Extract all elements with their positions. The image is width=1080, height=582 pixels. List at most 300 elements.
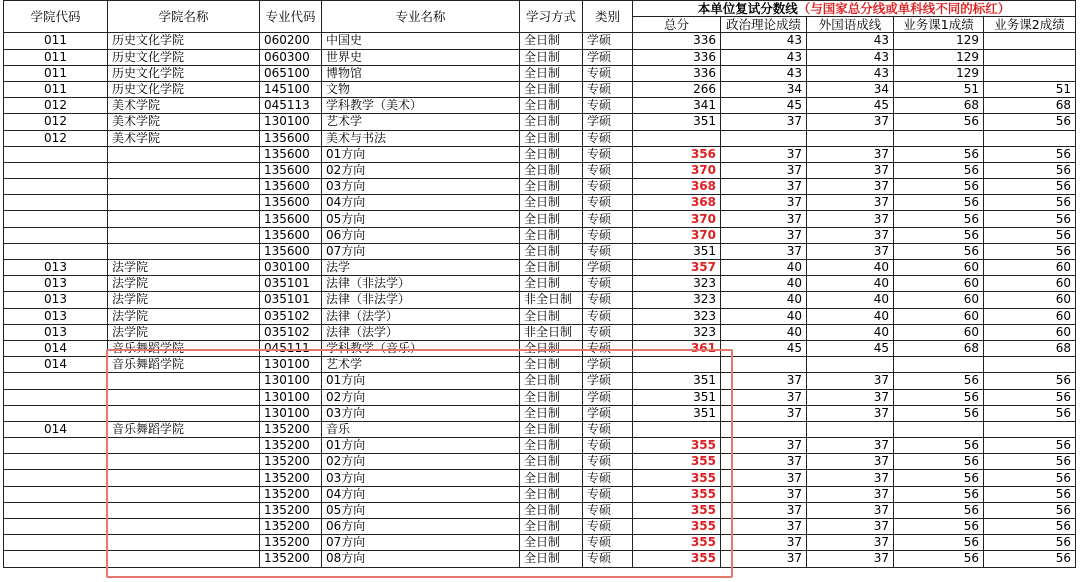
cell-total: 323: [633, 324, 721, 340]
cell-college-name: 法学院: [108, 260, 260, 276]
cell-major-name: 博物馆: [322, 65, 520, 81]
cell-major-code: 135200: [260, 470, 322, 486]
cell-foreign-lang: 37: [807, 502, 894, 518]
score-line-title: [633, 1, 1076, 17]
cell-major-name: 02方向: [322, 389, 520, 405]
cell-category: 专硕: [583, 551, 633, 567]
cell-foreign-lang: 37: [807, 195, 894, 211]
cell-college-name: 历史文化学院: [108, 65, 260, 81]
cell-major-code: 065100: [260, 65, 322, 81]
cell-category: 专硕: [583, 98, 633, 114]
cell-foreign-lang: 34: [807, 81, 894, 97]
cell-foreign-lang: 37: [807, 486, 894, 502]
cell-major-name: 07方向: [322, 535, 520, 551]
cell-major-code: 135200: [260, 535, 322, 551]
table-row: [4, 292, 1076, 308]
cell-category: 专硕: [583, 438, 633, 454]
cell-politics: 45: [721, 340, 807, 356]
cell-course1: 56: [894, 486, 984, 502]
cell-major-code: 130100: [260, 389, 322, 405]
cell-course2: 51: [984, 81, 1076, 97]
cell-total: 356: [633, 146, 721, 162]
cell-major-name: 04方向: [322, 195, 520, 211]
cell-category: 学硕: [583, 114, 633, 130]
cell-college-name: [108, 486, 260, 502]
cell-course1: 56: [894, 535, 984, 551]
table-row: [4, 486, 1076, 502]
cell-category: 专硕: [583, 211, 633, 227]
cell-course1: 56: [894, 146, 984, 162]
cell-politics: 37: [721, 519, 807, 535]
table-row: [4, 438, 1076, 454]
cell-foreign-lang: 37: [807, 438, 894, 454]
cell-foreign-lang: 37: [807, 243, 894, 259]
cell-politics: 40: [721, 292, 807, 308]
cell-total: 351: [633, 389, 721, 405]
cell-course2: 60: [984, 292, 1076, 308]
cell-total: 370: [633, 162, 721, 178]
cell-course1: 60: [894, 324, 984, 340]
cell-foreign-lang: 37: [807, 162, 894, 178]
cell-study-mode: 非全日制: [520, 324, 583, 340]
cell-politics: 43: [721, 65, 807, 81]
cell-course1: 56: [894, 211, 984, 227]
col-total: 总分: [633, 17, 721, 33]
cell-study-mode: 全日制: [520, 243, 583, 259]
cell-major-name: 05方向: [322, 502, 520, 518]
cell-total: 355: [633, 551, 721, 567]
cell-total: 336: [633, 49, 721, 65]
cell-politics: 37: [721, 373, 807, 389]
cell-college-name: 历史文化学院: [108, 33, 260, 49]
cell-category: 专硕: [583, 308, 633, 324]
cell-major-name: 04方向: [322, 486, 520, 502]
cell-major-name: 05方向: [322, 211, 520, 227]
cell-politics: 37: [721, 195, 807, 211]
cell-college-code: 014: [4, 357, 108, 373]
cell-college-code: [4, 502, 108, 518]
cell-college-code: [4, 454, 108, 470]
cell-course1: 56: [894, 454, 984, 470]
col-major-code: 专业代码: [260, 1, 322, 33]
cell-politics: 34: [721, 81, 807, 97]
cell-foreign-lang: 37: [807, 454, 894, 470]
cell-college-code: [4, 227, 108, 243]
cell-foreign-lang: 45: [807, 98, 894, 114]
cell-major-code: 135200: [260, 551, 322, 567]
cell-course1: 56: [894, 243, 984, 259]
cell-total: 351: [633, 405, 721, 421]
cell-total: [633, 421, 721, 437]
cell-foreign-lang: 37: [807, 470, 894, 486]
col-study-mode: 学习方式: [520, 1, 583, 33]
table-row: [4, 81, 1076, 97]
cell-category: 专硕: [583, 502, 633, 518]
table-row: [4, 33, 1076, 49]
col-category: 类别: [583, 1, 633, 33]
cell-study-mode: 全日制: [520, 551, 583, 567]
cell-major-name: 02方向: [322, 454, 520, 470]
cell-college-code: [4, 211, 108, 227]
cell-category: 学硕: [583, 33, 633, 49]
header-row-1: [4, 1, 1076, 17]
cell-politics: [721, 130, 807, 146]
cell-college-code: 014: [4, 421, 108, 437]
cell-politics: 37: [721, 146, 807, 162]
cell-course1: 56: [894, 389, 984, 405]
cell-category: 学硕: [583, 357, 633, 373]
cell-foreign-lang: 43: [807, 65, 894, 81]
cell-college-name: [108, 551, 260, 567]
cell-college-name: 法学院: [108, 308, 260, 324]
cell-total: 323: [633, 276, 721, 292]
cell-course2: 56: [984, 243, 1076, 259]
cell-category: 专硕: [583, 243, 633, 259]
cell-category: 专硕: [583, 324, 633, 340]
cell-study-mode: 全日制: [520, 486, 583, 502]
cell-politics: 43: [721, 33, 807, 49]
cell-total: 336: [633, 33, 721, 49]
table-row: [4, 227, 1076, 243]
cell-category: 学硕: [583, 389, 633, 405]
cell-major-name: 06方向: [322, 519, 520, 535]
cell-course1: 56: [894, 551, 984, 567]
cell-major-code: 035102: [260, 308, 322, 324]
col-major-name: 专业名称: [322, 1, 520, 33]
cell-study-mode: 全日制: [520, 438, 583, 454]
table-row: [4, 211, 1076, 227]
cell-major-code: 135600: [260, 179, 322, 195]
table-row: [4, 179, 1076, 195]
cell-major-code: 135200: [260, 454, 322, 470]
cell-study-mode: 全日制: [520, 502, 583, 518]
cell-total: 336: [633, 65, 721, 81]
cell-total: 357: [633, 260, 721, 276]
cell-category: 专硕: [583, 292, 633, 308]
cell-college-code: 011: [4, 65, 108, 81]
cell-major-code: 060200: [260, 33, 322, 49]
cell-foreign-lang: [807, 130, 894, 146]
cell-course1: 56: [894, 162, 984, 178]
cell-study-mode: 非全日制: [520, 292, 583, 308]
cell-major-code: 145100: [260, 81, 322, 97]
cell-college-name: [108, 389, 260, 405]
cell-study-mode: 全日制: [520, 308, 583, 324]
cell-major-code: 035101: [260, 292, 322, 308]
cell-major-name: 06方向: [322, 227, 520, 243]
cell-college-name: [108, 373, 260, 389]
cell-foreign-lang: 43: [807, 33, 894, 49]
cell-category: 专硕: [583, 162, 633, 178]
cell-politics: 45: [721, 98, 807, 114]
cell-college-name: [108, 405, 260, 421]
cell-total: 355: [633, 438, 721, 454]
cell-college-code: 013: [4, 308, 108, 324]
cell-course2: 56: [984, 373, 1076, 389]
cell-college-name: 美术学院: [108, 130, 260, 146]
cell-politics: 37: [721, 227, 807, 243]
cell-major-code: 130100: [260, 357, 322, 373]
table-row: [4, 276, 1076, 292]
cell-college-name: [108, 162, 260, 178]
table-row: [4, 405, 1076, 421]
cell-foreign-lang: 37: [807, 373, 894, 389]
table-row: [4, 551, 1076, 567]
cell-politics: 37: [721, 243, 807, 259]
cell-category: 专硕: [583, 454, 633, 470]
cell-study-mode: 全日制: [520, 421, 583, 437]
cell-course1: 60: [894, 276, 984, 292]
cell-total: [633, 130, 721, 146]
cell-politics: 37: [721, 179, 807, 195]
cell-foreign-lang: 37: [807, 146, 894, 162]
cell-study-mode: 全日制: [520, 389, 583, 405]
cell-college-name: 美术学院: [108, 98, 260, 114]
cell-major-code: 130100: [260, 405, 322, 421]
cell-college-code: 012: [4, 98, 108, 114]
cell-course2: 56: [984, 389, 1076, 405]
cell-college-code: [4, 405, 108, 421]
cell-major-code: 135200: [260, 519, 322, 535]
cell-study-mode: 全日制: [520, 519, 583, 535]
cell-major-name: 世界史: [322, 49, 520, 65]
cell-major-code: 135600: [260, 211, 322, 227]
table-row: [4, 324, 1076, 340]
cell-course1: 60: [894, 308, 984, 324]
cell-college-code: [4, 486, 108, 502]
cell-total: 323: [633, 308, 721, 324]
cell-course2: 68: [984, 98, 1076, 114]
cell-total: 370: [633, 211, 721, 227]
cell-major-name: 美术与书法: [322, 130, 520, 146]
cell-study-mode: 全日制: [520, 162, 583, 178]
cell-foreign-lang: 40: [807, 308, 894, 324]
cell-category: 学硕: [583, 49, 633, 65]
cell-college-name: [108, 243, 260, 259]
table-row: [4, 535, 1076, 551]
cell-course2: 60: [984, 308, 1076, 324]
cell-college-name: 音乐舞蹈学院: [108, 357, 260, 373]
cell-foreign-lang: 37: [807, 227, 894, 243]
cell-course2: 56: [984, 470, 1076, 486]
cell-major-name: 法律（法学）: [322, 324, 520, 340]
cell-study-mode: 全日制: [520, 211, 583, 227]
cell-college-code: [4, 162, 108, 178]
cell-foreign-lang: 37: [807, 535, 894, 551]
score-line-note: （与国家总分线或单科线不同的标红）: [797, 1, 1011, 17]
cell-course1: 60: [894, 260, 984, 276]
cell-course2: [984, 130, 1076, 146]
cell-college-name: [108, 227, 260, 243]
cell-politics: 37: [721, 454, 807, 470]
cell-category: 专硕: [583, 195, 633, 211]
cell-total: 341: [633, 98, 721, 114]
cell-foreign-lang: 40: [807, 276, 894, 292]
cell-category: 专硕: [583, 470, 633, 486]
cell-college-name: 历史文化学院: [108, 81, 260, 97]
cell-foreign-lang: [807, 421, 894, 437]
cell-course1: 56: [894, 114, 984, 130]
cell-politics: 43: [721, 49, 807, 65]
cell-college-code: [4, 373, 108, 389]
cell-total: 355: [633, 470, 721, 486]
cell-category: 专硕: [583, 340, 633, 356]
table-row: [4, 162, 1076, 178]
cell-course1: [894, 421, 984, 437]
cell-category: 专硕: [583, 519, 633, 535]
cell-category: 专硕: [583, 65, 633, 81]
cell-study-mode: 全日制: [520, 454, 583, 470]
cell-total: 355: [633, 454, 721, 470]
cell-major-code: 045111: [260, 340, 322, 356]
cell-foreign-lang: 37: [807, 179, 894, 195]
cell-course2: 56: [984, 519, 1076, 535]
cell-course1: 56: [894, 502, 984, 518]
cell-course2: 56: [984, 211, 1076, 227]
cell-major-name: 艺术学: [322, 357, 520, 373]
cell-study-mode: 全日制: [520, 227, 583, 243]
col-foreign-lang: 外国语成线: [807, 17, 894, 33]
cell-major-code: 135200: [260, 421, 322, 437]
cell-major-name: 中国史: [322, 33, 520, 49]
cell-major-name: 文物: [322, 81, 520, 97]
cell-major-code: 135600: [260, 243, 322, 259]
cell-course2: [984, 357, 1076, 373]
cell-college-code: [4, 195, 108, 211]
cell-major-name: 03方向: [322, 470, 520, 486]
cell-major-name: 法律（非法学）: [322, 292, 520, 308]
cell-politics: 37: [721, 486, 807, 502]
cell-politics: 37: [721, 438, 807, 454]
cell-study-mode: 全日制: [520, 340, 583, 356]
cell-total: 351: [633, 373, 721, 389]
cell-politics: 37: [721, 162, 807, 178]
col-course1: 业务课1成绩: [894, 17, 984, 33]
cell-total: 355: [633, 486, 721, 502]
cell-course2: 60: [984, 324, 1076, 340]
cell-foreign-lang: 37: [807, 114, 894, 130]
cell-major-name: 01方向: [322, 146, 520, 162]
cell-foreign-lang: [807, 357, 894, 373]
table-row: [4, 114, 1076, 130]
cell-major-code: 135600: [260, 195, 322, 211]
cell-foreign-lang: 37: [807, 389, 894, 405]
cell-course2: [984, 33, 1076, 49]
table-row: [4, 49, 1076, 65]
cell-course1: 56: [894, 470, 984, 486]
cell-course1: [894, 130, 984, 146]
cell-study-mode: 全日制: [520, 276, 583, 292]
cell-category: 专硕: [583, 486, 633, 502]
cell-category: 学硕: [583, 260, 633, 276]
cell-college-name: 法学院: [108, 292, 260, 308]
table-row: [4, 98, 1076, 114]
cell-study-mode: 全日制: [520, 81, 583, 97]
cell-major-name: 学科教学（音乐）: [322, 340, 520, 356]
cell-college-name: 音乐舞蹈学院: [108, 340, 260, 356]
table-row: [4, 421, 1076, 437]
table-row: [4, 130, 1076, 146]
cell-category: 专硕: [583, 146, 633, 162]
cell-college-code: 013: [4, 260, 108, 276]
cell-total: 368: [633, 195, 721, 211]
cell-politics: 40: [721, 260, 807, 276]
cell-course2: [984, 65, 1076, 81]
table-row: [4, 146, 1076, 162]
cell-course1: 56: [894, 519, 984, 535]
cell-college-name: [108, 470, 260, 486]
cell-study-mode: 全日制: [520, 373, 583, 389]
cell-course2: 56: [984, 162, 1076, 178]
cell-major-name: 07方向: [322, 243, 520, 259]
table-row: [4, 195, 1076, 211]
cell-college-name: [108, 454, 260, 470]
cell-politics: 40: [721, 324, 807, 340]
cell-study-mode: 全日制: [520, 130, 583, 146]
cell-major-name: 音乐: [322, 421, 520, 437]
cell-college-code: [4, 470, 108, 486]
cell-major-code: 130100: [260, 114, 322, 130]
cell-college-name: [108, 519, 260, 535]
cell-major-code: 135200: [260, 486, 322, 502]
cell-college-code: 011: [4, 33, 108, 49]
cell-college-code: 013: [4, 276, 108, 292]
cell-total: [633, 357, 721, 373]
cell-politics: [721, 421, 807, 437]
cell-college-code: [4, 519, 108, 535]
cell-major-name: 03方向: [322, 179, 520, 195]
cell-college-code: [4, 535, 108, 551]
cell-course2: 56: [984, 227, 1076, 243]
cell-course2: 56: [984, 146, 1076, 162]
cell-total: 266: [633, 81, 721, 97]
cell-category: 专硕: [583, 81, 633, 97]
cell-course1: 56: [894, 373, 984, 389]
cell-study-mode: 全日制: [520, 405, 583, 421]
cell-politics: 37: [721, 535, 807, 551]
cell-course1: 56: [894, 227, 984, 243]
col-politics: 政治理论成绩: [721, 17, 807, 33]
cell-major-code: 135600: [260, 162, 322, 178]
cell-college-code: 014: [4, 340, 108, 356]
cell-study-mode: 全日制: [520, 98, 583, 114]
cell-college-code: [4, 551, 108, 567]
table-row: [4, 308, 1076, 324]
cell-major-code: 135200: [260, 502, 322, 518]
cell-politics: 37: [721, 114, 807, 130]
score-line-title-main: 本单位复试分数线: [697, 1, 798, 17]
cell-college-name: [108, 502, 260, 518]
cell-college-name: 美术学院: [108, 114, 260, 130]
cell-total: 361: [633, 340, 721, 356]
cell-course2: [984, 49, 1076, 65]
cell-college-name: [108, 535, 260, 551]
cell-course2: 56: [984, 454, 1076, 470]
cell-category: 专硕: [583, 421, 633, 437]
cell-foreign-lang: 40: [807, 292, 894, 308]
cell-total: 351: [633, 243, 721, 259]
cell-college-code: 013: [4, 292, 108, 308]
cell-politics: 37: [721, 470, 807, 486]
cell-total: 355: [633, 519, 721, 535]
col-course2: 业务课2成绩: [984, 17, 1076, 33]
table-row: [4, 260, 1076, 276]
cell-total: 370: [633, 227, 721, 243]
cell-college-name: [108, 438, 260, 454]
cell-college-code: 012: [4, 130, 108, 146]
table-row: [4, 243, 1076, 259]
cell-college-code: [4, 243, 108, 259]
